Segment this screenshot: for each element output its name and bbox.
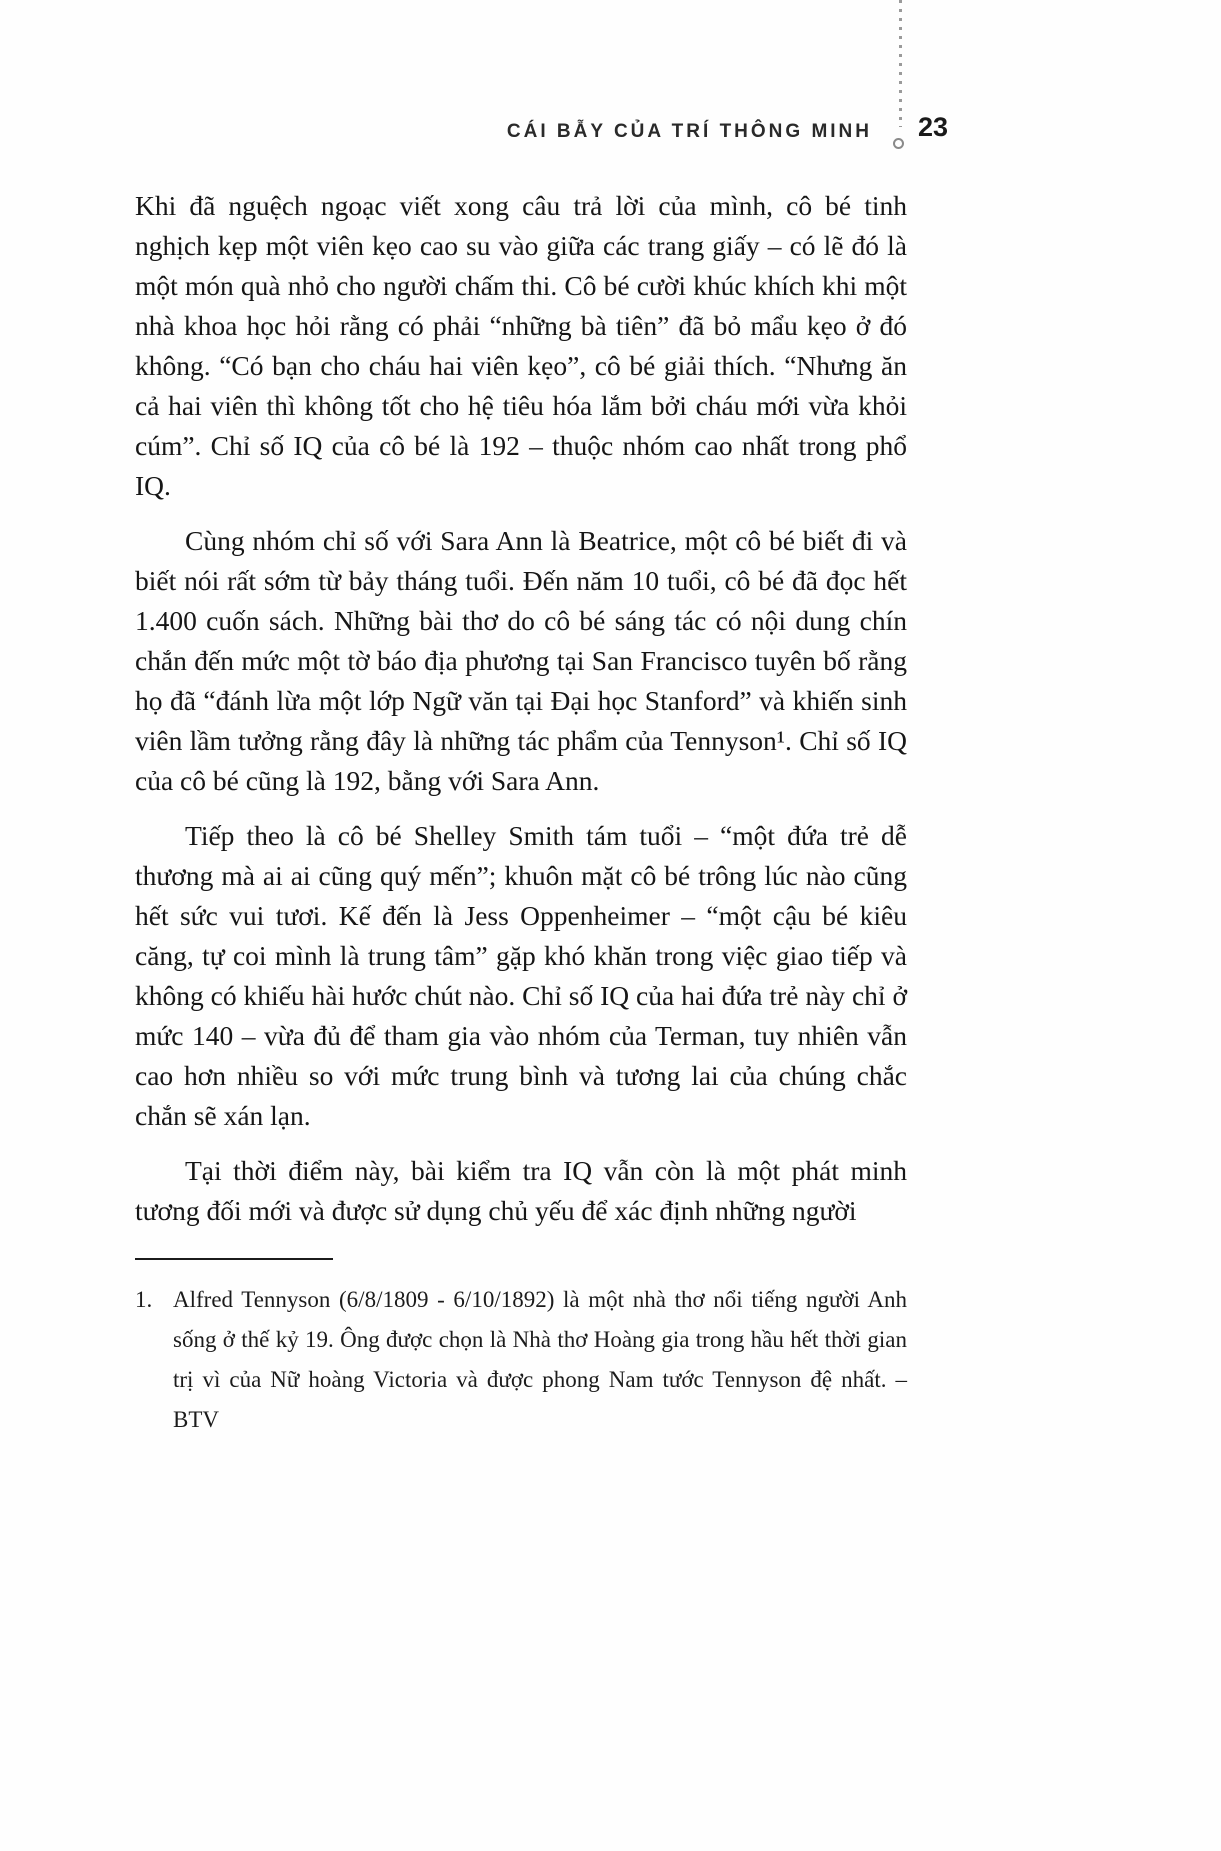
- paragraph: Cùng nhóm chỉ số với Sara Ann là Beatrice, một cô bé biết đi và biết nói rất sớm từ bảy tháng tuổi. Đến năm 10 tuổi, cô bé đã đọc hết 1.400 cuốn sách. Những bài thơ do cô bé sáng tác có nội dung chín chắn đến mức một tờ báo địa phương tại San Francisco tuyên bố rằng họ đã “đánh lừa một lớp Ngữ văn tại Đại học Stanford” và khiến sinh viên lầm tưởng rằng đây là những tác phẩm của Tennyson¹. Chỉ số IQ của cô bé cũng là 192, bằng với Sara Ann.: [135, 525, 907, 796]
- footnote: [135, 1280, 907, 1440]
- paragraph: Khi đã nguệch ngoạc viết xong câu trả lời của mình, cô bé tinh nghịch kẹp một viên kẹo cao su vào giữa các trang giấy – có lẽ đó là một món quà nhỏ cho người chấm thi. Cô bé cười khúc khích khi một nhà khoa học hỏi rằng có phải “những bà tiên” đã bỏ mẩu kẹo ở đó không. “Có bạn cho cháu hai viên kẹo”, cô bé giải thích. “Nhưng ăn cả hai viên thì không tốt cho hệ tiêu hóa lắm bởi cháu mới vừa khỏi cúm”. Chỉ số IQ của cô bé là 192 – thuộc nhóm cao nhất trong phổ IQ.: [135, 190, 907, 501]
- paragraph: Tiếp theo là cô bé Shelley Smith tám tuổi – “một đứa trẻ dễ thương mà ai ai cũng quý mến”; khuôn mặt cô bé trông lúc nào cũng hết sức vui tươi. Kế đến là Jess Oppenheimer – “một cậu bé kiêu căng, tự coi mình là trung tâm” gặp khó khăn trong việc giao tiếp và không có khiếu hài hước chút nào. Chỉ số IQ của hai đứa trẻ này chỉ ở mức 140 – vừa đủ để tham gia vào nhóm của Terman, tuy nhiên vẫn cao hơn nhiều so với mức trung bình và tương lai của chúng chắc chắn sẽ xán lạn.: [135, 820, 907, 1131]
- page-number: 23: [917, 112, 948, 142]
- footnote-marker: 1.: [135, 1287, 153, 1312]
- footnote-text: Alfred Tennyson (6/8/1809 - 6/10/1892) là một nhà thơ nổi tiếng người Anh sống ở thế kỷ 19. Ông được chọn là Nhà thơ Hoàng gia trong hầu hết thời gian trị vì của Nữ hoàng Victoria và được phong Nam tước Tennyson đệ nhất. – BTV: [173, 1287, 907, 1432]
- circle-ornament: [893, 138, 904, 149]
- dotted-separator-line: [899, 0, 902, 127]
- body-text-column: [135, 186, 907, 1440]
- running-header-title: CÁI BẪY CỦA TRÍ THÔNG MINH: [506, 121, 872, 142]
- paragraph: Tại thời điểm này, bài kiểm tra IQ vẫn còn là một phát minh tương đối mới và được sử dụng chủ yếu để xác định những người: [135, 1155, 907, 1226]
- footnote-divider: [135, 1258, 333, 1260]
